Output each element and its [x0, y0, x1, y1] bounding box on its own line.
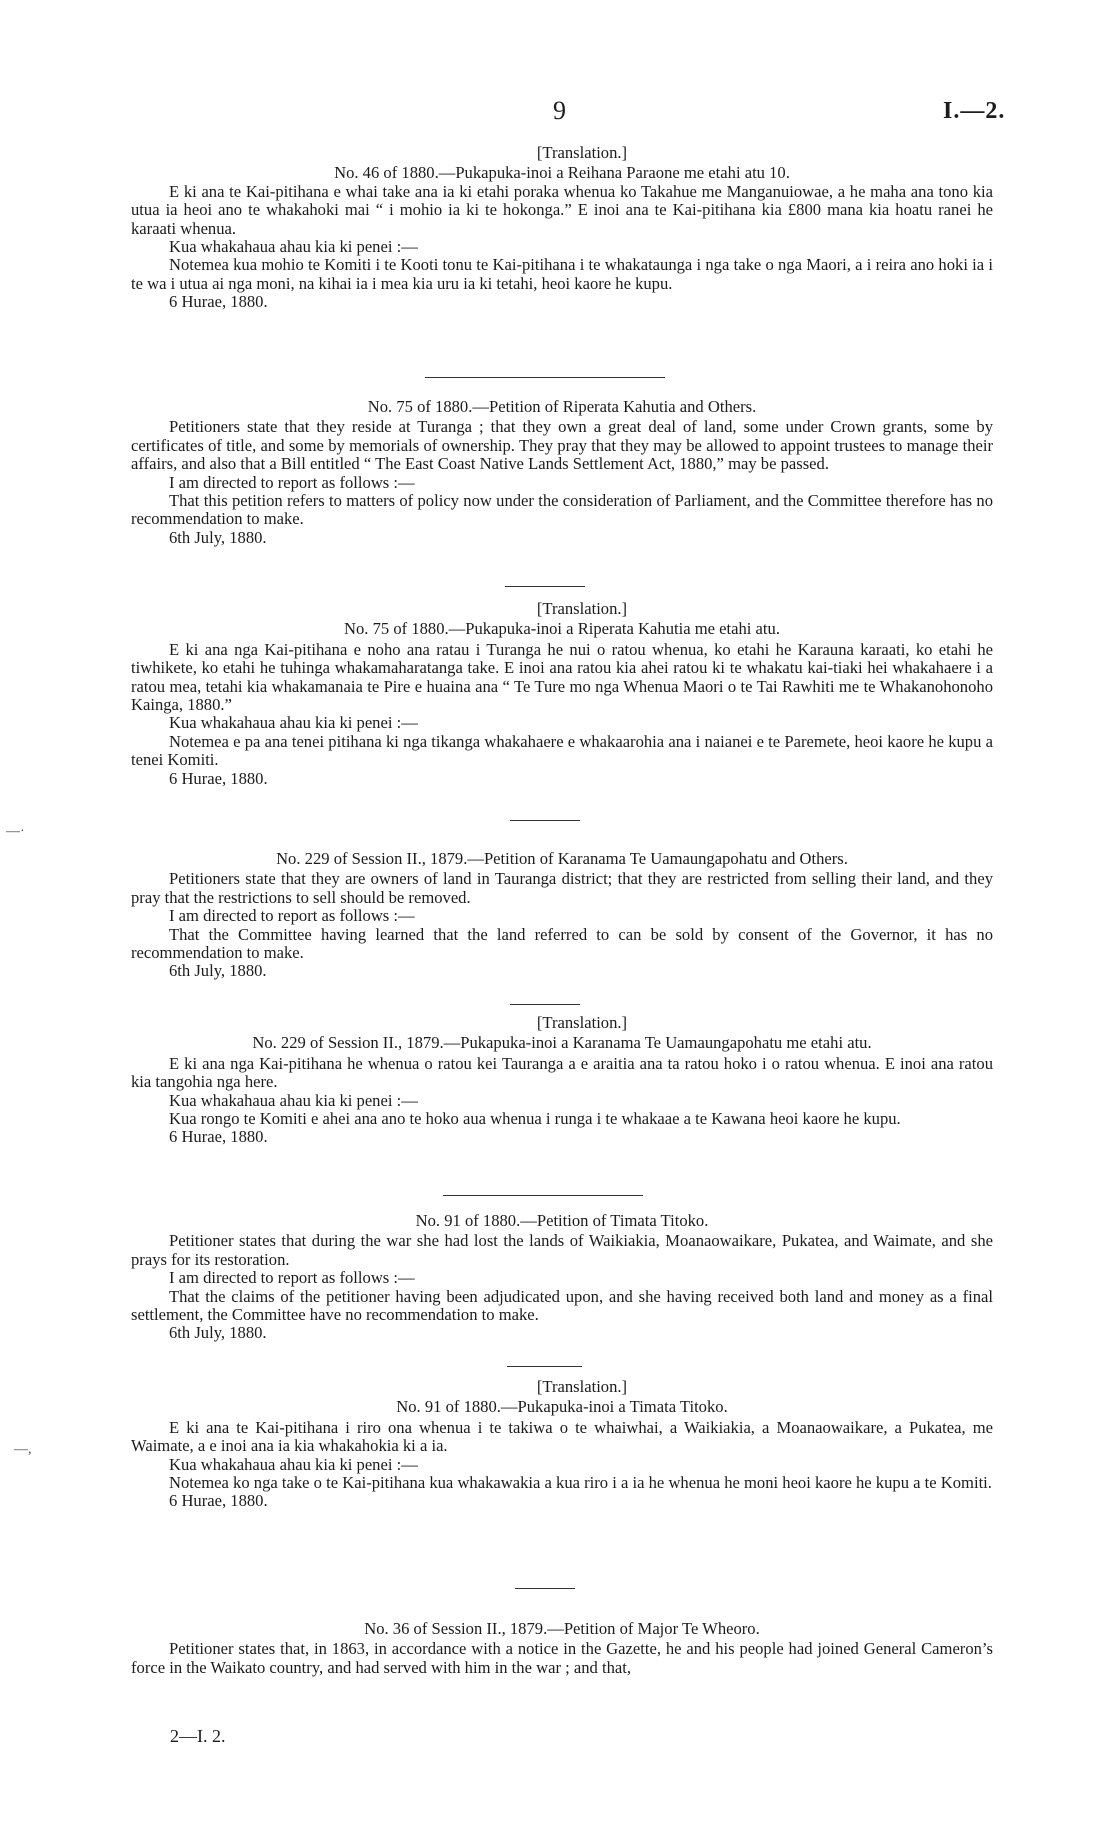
- paragraph: Notemea e pa ana tenei pitihana ki nga tikanga whakahaere e whakaarohia ana i naianei e te Paremete, heoi kaore he kupu a tenei Komiti.: [131, 731, 993, 770]
- paragraph: Notemea ko nga take o te Kai-pitihana kua whakawakia a kua riro i a ia he whenua he moni heoi kaore he kupu a te Komiti.: [169, 1473, 992, 1493]
- date: 6th July, 1880.: [169, 527, 267, 547]
- paragraph: I am directed to report as follows :—: [169, 1268, 415, 1288]
- translation-heading: [Translation.]: [536, 599, 628, 618]
- section-229-petition: [131, 850, 993, 981]
- section-title: No. 75 of 1880.—Petition of Riperata Kahutia and Others.: [367, 397, 757, 416]
- date: 6 Hurae, 1880.: [169, 292, 268, 312]
- section-divider: [443, 1195, 643, 1196]
- section-divider: [510, 820, 580, 821]
- section-46-translation: [131, 144, 993, 312]
- margin-mark: —,: [14, 1442, 32, 1457]
- translation-heading: [Translation.]: [536, 1377, 628, 1396]
- section-divider: [507, 1366, 582, 1367]
- section-229-translation: [131, 1014, 993, 1147]
- section-divider: [515, 1588, 575, 1589]
- translation-heading: [Translation.]: [536, 143, 628, 162]
- paragraph: E ki ana nga Kai-pitihana he whenua o ratou kei Tauranga a e araitia ana ta ratou hoko i o ratou whenua. E inoi ana ratou kia tangohia nga here.: [131, 1053, 993, 1092]
- date: 6 Hurae, 1880.: [169, 1127, 268, 1147]
- section-75-petition: [131, 398, 993, 547]
- paragraph: Kua whakahaua ahau kia ki penei :—: [169, 237, 418, 257]
- translation-heading: [Translation.]: [536, 1013, 628, 1032]
- section-title: No. 229 of Session II., 1879.—Petition of Karanama Te Uamaungapohatu and Others.: [276, 849, 848, 868]
- paragraph: Petitioners state that they reside at Turanga ; that they own a great deal of land, some under Crown grants, some by certificates of title, and some by memorials of ownership. They pray that they may be allowed to appoint trustees to manage their affairs, and also that a Bill entitled “ The East Coast Native Lands Settlement Act, 1880,” may be passed.: [131, 417, 993, 474]
- paragraph: Petitioners state that they are owners of land in Tauranga district; that they are restricted from selling their land, and they pray that the restrictions to sell should be removed.: [131, 869, 993, 907]
- paragraph: E ki ana nga Kai-pitihana e noho ana ratau i Turanga he nui o ratou whenua, ko etahi he Karauna karaati, ko etahi he tiwhikete, ko etahi he tuhinga whakamaharatanga take. E inoi ana ratou kia ahei ratou ki te whakatu kai-tiaki hei whakahaere i a ratou mea, tetahi kia whakamanaia te Pire e huaina ana “ Te Ture mo nga Whenua Maori o te Tai Rawhiti me te Whakanohonoho Kainga, 1880.”: [131, 639, 993, 715]
- paragraph: That this petition refers to matters of policy now under the consideration of Parliament, and the Committee therefore has no recommendation to make.: [131, 491, 993, 529]
- date: 6 Hurae, 1880.: [169, 1491, 268, 1511]
- section-36-petition: [131, 1620, 993, 1677]
- paragraph: Notemea kua mohio te Komiti i te Kooti tonu te Kai-pitihana i te whakataunga i nga take o nga Maori, a i reira ano hoki ia i te wa i utua ai nga moni, na kihai ia i mea kia uru ia ki tetahi, heoi kaore he kupu.: [131, 255, 993, 293]
- section-title: No. 36 of Session II., 1879.—Petition of Major Te Wheoro.: [364, 1619, 760, 1638]
- document-reference: I.—2.: [943, 98, 1006, 124]
- date: 6th July, 1880.: [169, 961, 267, 981]
- section-divider: [505, 586, 585, 587]
- date: 6 Hurae, 1880.: [169, 768, 268, 788]
- paragraph: Petitioner states that, in 1863, in accordance with a notice in the Gazette, he and his people had joined General Cameron’s force in the Waikato country, and had served with him in the war ; and that,: [131, 1639, 993, 1677]
- paragraph: That the Committee having learned that the land referred to can be sold by consent of the Governor, it has no recommendation to make.: [131, 924, 993, 963]
- section-title: No. 229 of Session II., 1879.—Pukapuka-inoi a Karanama Te Uamaungapohatu me etahi atu.: [252, 1033, 872, 1053]
- paragraph: Kua whakahaua ahau kia ki penei :—: [169, 713, 418, 733]
- page-signature: 2—I. 2.: [170, 1726, 226, 1746]
- paragraph: I am directed to report as follows :—: [169, 472, 415, 492]
- paragraph: E ki ana te Kai-pitihana e whai take ana ia ki etahi poraka whenua ko Takahue me Manganuiowae, a he maha ana tono kia utua ia heoi ano te whakahoki mai “ i mohio ia ki te hokonga.” E inoi ana te Kai-pitihana kia £800 mana kia hoatu ranei he karaati whenua.: [131, 181, 993, 238]
- paragraph: That the claims of the petitioner having been adjudicated upon, and she having received both land and money as a final settlement, the Committee have no recommendation to make.: [131, 1286, 993, 1325]
- paragraph: I am directed to report as follows :—: [169, 906, 415, 926]
- paragraph: Kua rongo te Komiti e ahei ana ano te hoko aua whenua i runga i te whakaae a te Kawana heoi kaore he kupu.: [169, 1109, 901, 1129]
- margin-mark: —·: [6, 824, 25, 839]
- section-title: No. 75 of 1880.—Pukapuka-inoi a Riperata Kahutia me etahi atu.: [344, 619, 780, 639]
- paragraph: Kua whakahaua ahau kia ki penei :—: [169, 1090, 418, 1110]
- paragraph: Petitioner states that during the war she had lost the lands of Waikiakia, Moanaowaikare, Pukatea, and Waimate, and she prays for its restoration.: [131, 1231, 993, 1269]
- paragraph: E ki ana te Kai-pitihana i riro ona whenua i te takiwa o te whaiwhai, a Waikiakia, a Moanaowaikare, a Pukatea, me Waimate, a e inoi ana ia kia whakahokia ki a ia.: [131, 1417, 993, 1456]
- paragraph: Kua whakahaua ahau kia ki penei :—: [169, 1454, 418, 1474]
- section-91-translation: [131, 1378, 993, 1511]
- section-title: No. 91 of 1880.—Pukapuka-inoi a Timata Titoko.: [396, 1397, 728, 1417]
- section-title: No. 91 of 1880.—Petition of Timata Titoko.: [415, 1211, 709, 1230]
- page-number: 9: [553, 96, 566, 125]
- section-title: No. 46 of 1880.—Pukapuka-inoi a Reihana Paraone me etahi atu 10.: [334, 163, 790, 183]
- section-divider: [425, 377, 665, 378]
- date: 6th July, 1880.: [169, 1323, 267, 1343]
- section-91-petition: [131, 1212, 993, 1343]
- section-75-translation: [131, 600, 993, 788]
- section-divider: [510, 1004, 580, 1005]
